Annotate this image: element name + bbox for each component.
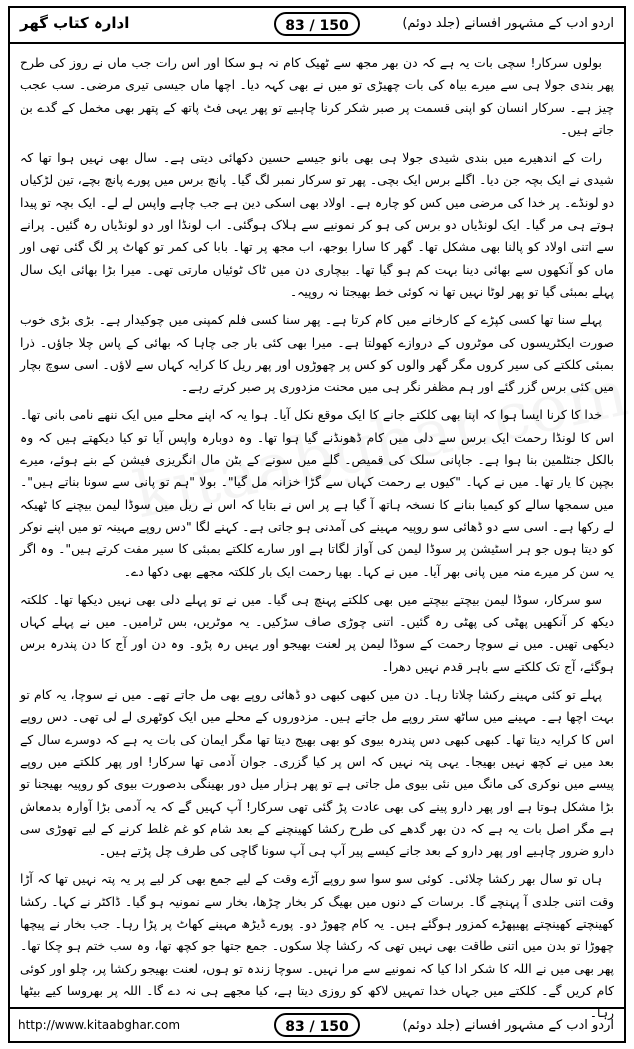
publisher-name: ادارہ کتاب گھر — [20, 14, 130, 32]
page-footer — [10, 1007, 624, 1041]
book-title: اردو ادب کے مشہور افسانے (جلد دوئم) — [402, 16, 614, 31]
page-header — [10, 8, 624, 44]
page-frame — [8, 6, 626, 1043]
paragraph: سو سرکار، سوڈا لیمن بیچتے بیچتے میں بھی کلکتے پہنچ ہی گیا۔ میں نے تو پہلے دلی بھی نہیں دیکھا تھا۔ کلکتہ دیکھ کر آنکھیں پھٹی کی پھٹی رہ گئیں۔ اتنی چوڑی صاف سڑکیں۔ یہ موٹریں، بس ٹرامیں۔ میں نے پہلے کہاں دیکھی تھیں۔ میں نے سوچا رحمت کے سوڈا لیمن پر لعنت بھیجو اور یہیں رہ پڑو۔ وہ دن اور آج کا دن پندرہ برس ہوگئے، آج تک کلکتے سے باہر قدم نہیں دھرا۔ — [20, 591, 614, 674]
paragraph: رات کے اندھیرے میں بندی شیدی جولا ہی بھی بانو جیسے حسین دکھائی دیتی ہے۔ سال بھی نہیں ہوا تھا کہ شیدی نے ایک بچہ جن دیا۔ اگلے برس ایک بچی۔ پھر تو سرکار نمبر لگ گیا۔ پانچ برس میں پورے پانچ بچے، تین لڑکیاں دو لونڈے۔ پر خدا کی مرضی میں کس کو چارہ ہے۔ اولاد بھی اسکی دین ہے جب چاہے واپس لے لے۔ ایک بچہ تو پیدا ہوتے ہی مر گیا۔ ایک لونڈیاں دو برس کی ہو کر نمونیے سے ہلاک ہوگئی۔ اب لونڈا اور دو لونڈیاں رہ گئیں۔ پرانے سے اتنی اولاد کو پالنا بھی مشکل تھا۔ گھر کا سارا بوجھ، اب مجھ پر تھا۔ بابا کی کمر تو کھاٹ پر لگ گئی تھی اور ماں کو آنکھوں سے بھائی دینا بہت کم ہو گیا تھا۔ بیچاری دن میں ٹاک ٹوئیاں مارتی تھی۔ میرا بڑا بھائی ایک سال پہلے بمبئی گیا تو پھر لوٹا نہیں تھا نہ کوئی خط بھیجتا نہ روپیہ۔ — [20, 150, 614, 299]
footer-book-title: اردو ادب کے مشہور افسانے (جلد دوئم) — [402, 1018, 614, 1033]
paragraph: خدا کا کرنا ایسا ہوا کہ اپنا بھی کلکتے جانے کا ایک موقع نکل آیا۔ ہوا یہ کہ اپنے محلے میں ایک ننھے نامی بانی تھا۔ اس کا لونڈا رحمت ایک برس سے دلی میں کام ڈھونڈنے گیا ہوا تھا۔ وہ دوبارہ واپس آیا تو کیا دیکھتے ہیں کہ وہ بالکل جنٹلمین بنا ہوا ہے۔ جاپانی سلک کی قمیص۔ گلے میں سونے کے بٹن مال انگریزی فیشن کے بنے ہوئے، میرے بچپن کا یار تھا۔ میں نے کہا۔ "کیوں بے رحمت کہاں سے گڑا خزانہ مل گیا"۔ بولا "ہم تو پانی سے سونا بناتے ہیں"۔ میں سمجھا سالے کو کیمیا بنانے کا نسخہ ہاتھ آ گیا ہے پر اس نے بتایا کہ اس نے ریل میں سوڈا لیمن بیچنے کا ٹھیکہ لے رکھا ہے۔ اسی سے دو ڈھائی سو روپیہ مہینے کی آمدنی ہو جاتی ہے۔ کہنے لگا "دس روپے مہینہ تو میں اپنے نوکر کو دیتا ہوں جو ہر اسٹیشن پر سوڈا لیمن کی آواز لگاتا ہے اور سارے کلکتے بمبئی کا سیر مفت کرتے ہیں"۔ وہ اگر یہ سن کر میرے منہ میں پانی بھر آیا۔ میں نے کہا۔ بھیا رحمت ایک بار کلکتہ مجھے بھی دکھا دے۔ — [20, 407, 614, 579]
paragraph: پہلے سنا تھا کسی کپڑے کے کارخانے میں کام کرتا ہے۔ پھر سنا کسی فلم کمپنی میں چوکیدار ہے۔ بڑی بڑی خوب صورت ایکٹریسوں کی موٹروں کے دروازے کھولتا ہے۔ میرا بھی کئی بار جی چاہا کہ بھائی کے پاس چلا جاؤں۔ ذرا بمبئی کلکتے کی سیر کروں مگر گھر والوں کو کس پر چھوڑوں اور پھر ریل کا کرایہ کہاں سے لاؤں۔ اسی سوچ بچار میں کئی برس گزر گئے اور ہم مظفر نگر ہی میں محنت مزدوری پر صبر کرتے رہے۔ — [20, 312, 614, 395]
paragraph: بولوں سرکار! سچی بات یہ ہے کہ دن بھر مجھ سے ٹھیک کام نہ ہو سکا اور اس رات جب ماں نے روز کی طرح پھر بندی جولا ہی سے میرے بیاہ کی بات چھیڑی تو میں نے بھی کہہ دیا۔ اچھا ماں جیسی تیری مرضی۔ سب عجب چیز ہے۔ سرکار انسان کو اپنی قسمت پر صبر شکر کرنا چاہیے تو پھر یہی فٹ پاتھ کے پتھر بھی مخمل کے گدے بن جاتے ہیں۔ — [20, 55, 614, 137]
paragraph: ہاں تو سال بھر رکشا چلائی۔ کوئی سو سوا سو روپے آڑے وقت کے لیے جمع بھی کر لیے پر یہ پتہ نہیں تھا کہ آڑا وقت اتنی جلدی آ پہنچے گا۔ برسات کے دنوں میں بھیگ کر بخار چڑھا، بخار سے نمونیہ ہو گیا۔ ڈاکٹر نے کہا۔ رکشا کھینچتے کھینچتے پھیپھڑے کمزور ہوگئے ہیں۔ یہ کام چھوڑ دو۔ پورے ڈیڑھ مہینے کھاٹ پر پڑا رہا۔ جب بخار نے پیچھا چھوڑا تو بدن میں اتنی طاقت بھی نہیں تھی کہ رکشا چلا سکوں۔ جمع جتھا جو کچھ تھا، وہ سب ختم ہو چکا تھا۔ پھر بھی میں نے اللہ کا شکر ادا کیا کہ نمونیے سے مرا نہیں۔ سوچا زندہ تو ہوں، لعنت بھیجو رکشا پر، چلو اور کوئی کام کریں گے۔ کلکتے میں جہاں خدا تمہیں لاکھ کو روزی دیتا ہے، کیا مجھے ہی نہ دے گا۔ اللہ پر بھروسا کیے بیٹھا رہا۔ — [20, 871, 614, 1021]
site-url-link[interactable]: http://www.kitaabghar.com — [18, 1018, 181, 1032]
page-number: 83 / 150 — [274, 12, 360, 36]
story-text — [20, 52, 614, 1021]
paragraph: پہلے تو کئی مہینے رکشا چلاتا رہا۔ دن میں کبھی کبھی دو ڈھائی روپے بھی مل جاتے تھے۔ میں نے سوچا، یہ کام تو بہت اچھا ہے۔ مہینے میں ساٹھ ستر روپے مل جاتے ہیں۔ مزدوروں کے محلے میں ایک کوٹھری لے لی تھی۔ دس روپے اس کا کرایہ دیتا تھا۔ کبھی کبھی دس پندرہ بیوی کو بھی بھیج دیتا تھا مگر ایمان کی بات یہ ہے کہ دوسرے سال کے بعد میں نے کچھ نہیں بھیجا۔ یہی پتہ نہیں کہ اس پر کیا گزری۔ جوان آدمی تھا سرکار! اور پھر کلکتے میں روپے پیسے میں نوکری کی مانگ میں نئی بیوی مل جاتی ہے تو پھر ہزار میل دور بھینگی بدصورت بیوی کو روپیہ بھیجنا تو بڑا مشکل ہوتا ہے اور پھر دارو پینے کی بھی عادت پڑ گئی تھی سرکار! آپ کہیں گے کہ یہ آدمی بڑا آوارہ بدمعاش ہے مگر اصل بات یہ ہے کہ دن بھر گدھے کی طرح رکشا کھینچنے کے بعد شام کو غم غلط کرنے کے لیے تھوڑی سی دارو ضرور چاہیے اور پھر دارو کے بعد جانے کیسے پیر آپ ہی آپ سونا گاچی کی طرف چل پڑتے ہیں۔ — [20, 687, 614, 859]
footer-page-number: 83 / 150 — [274, 1013, 360, 1037]
